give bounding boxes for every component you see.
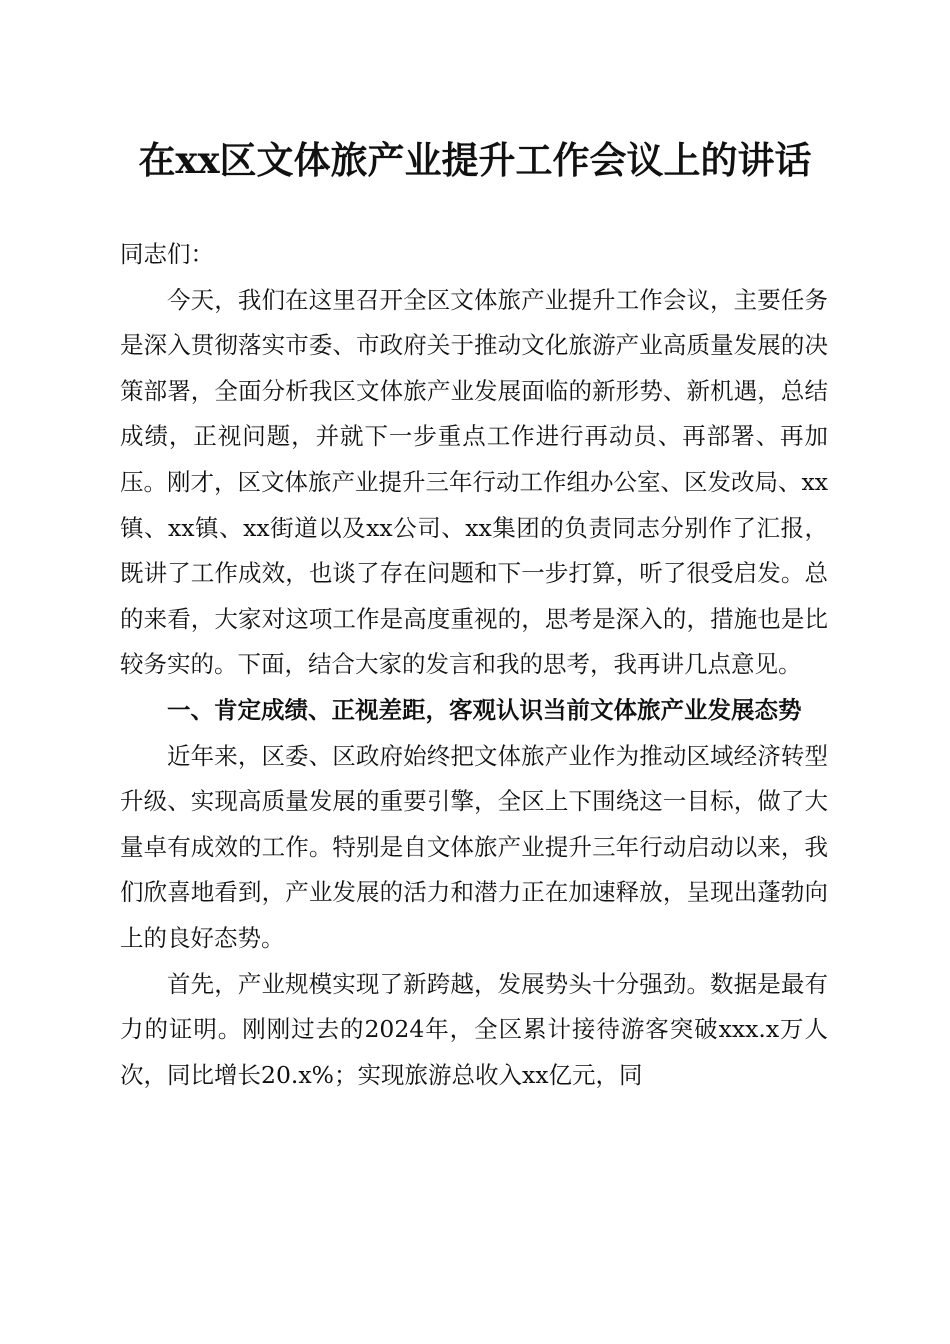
section-paragraph: 首先，产业规模实现了新跨越，发展势头十分强劲。数据是最有力的证明。刚刚过去的2024年，全区累计接待游客突破xxx.x万人次，同比增长20.x%；实现旅游总收入xx亿元，同 — [120, 969, 828, 1089]
section-heading: 一、肯定成绩、正视差距，客观认识当前文体旅产业发展态势 — [167, 695, 802, 724]
document-title: 在xx区文体旅产业提升工作会议上的讲话 — [138, 138, 812, 182]
opening-paragraph: 今天，我们在这里召开全区文体旅产业提升工作会议，主要任务是深入贯彻落实市委、市政府关于推动文化旅游产业高质量发展的决策部署，全面分析我区文体旅产业发展面临的新形势、新机遇，总结成绩，正视问题，并就下一步重点工作进行再动员、再部署、再加压。刚才，区文体旅产业提升三年行动工作组办公室、区发改局、xx镇、xx镇、xx街道以及xx公司、xx集团的负责同志分别作了汇报，既讲了工作成效，也谈了存在问题和下一步打算，听了很受启发。总的来看，大家对这项工作是高度重视的，思考是深入的，措施也是比较务实的。下面，结合大家的发言和我的思考，我再讲几点意见。 — [120, 285, 829, 679]
section-paragraph: 近年来，区委、区政府始终把文体旅产业作为推动区域经济转型升级、实现高质量发展的重要引擎，全区上下围绕这一目标，做了大量卓有成效的工作。特别是自文体旅产业提升三年行动启动以来，我们欣喜地看到，产业发展的活力和潜力正在加速释放，呈现出蓬勃向上的良好态势。 — [120, 741, 828, 952]
document-body — [120, 232, 828, 1098]
salutation: 同志们： — [120, 240, 214, 268]
